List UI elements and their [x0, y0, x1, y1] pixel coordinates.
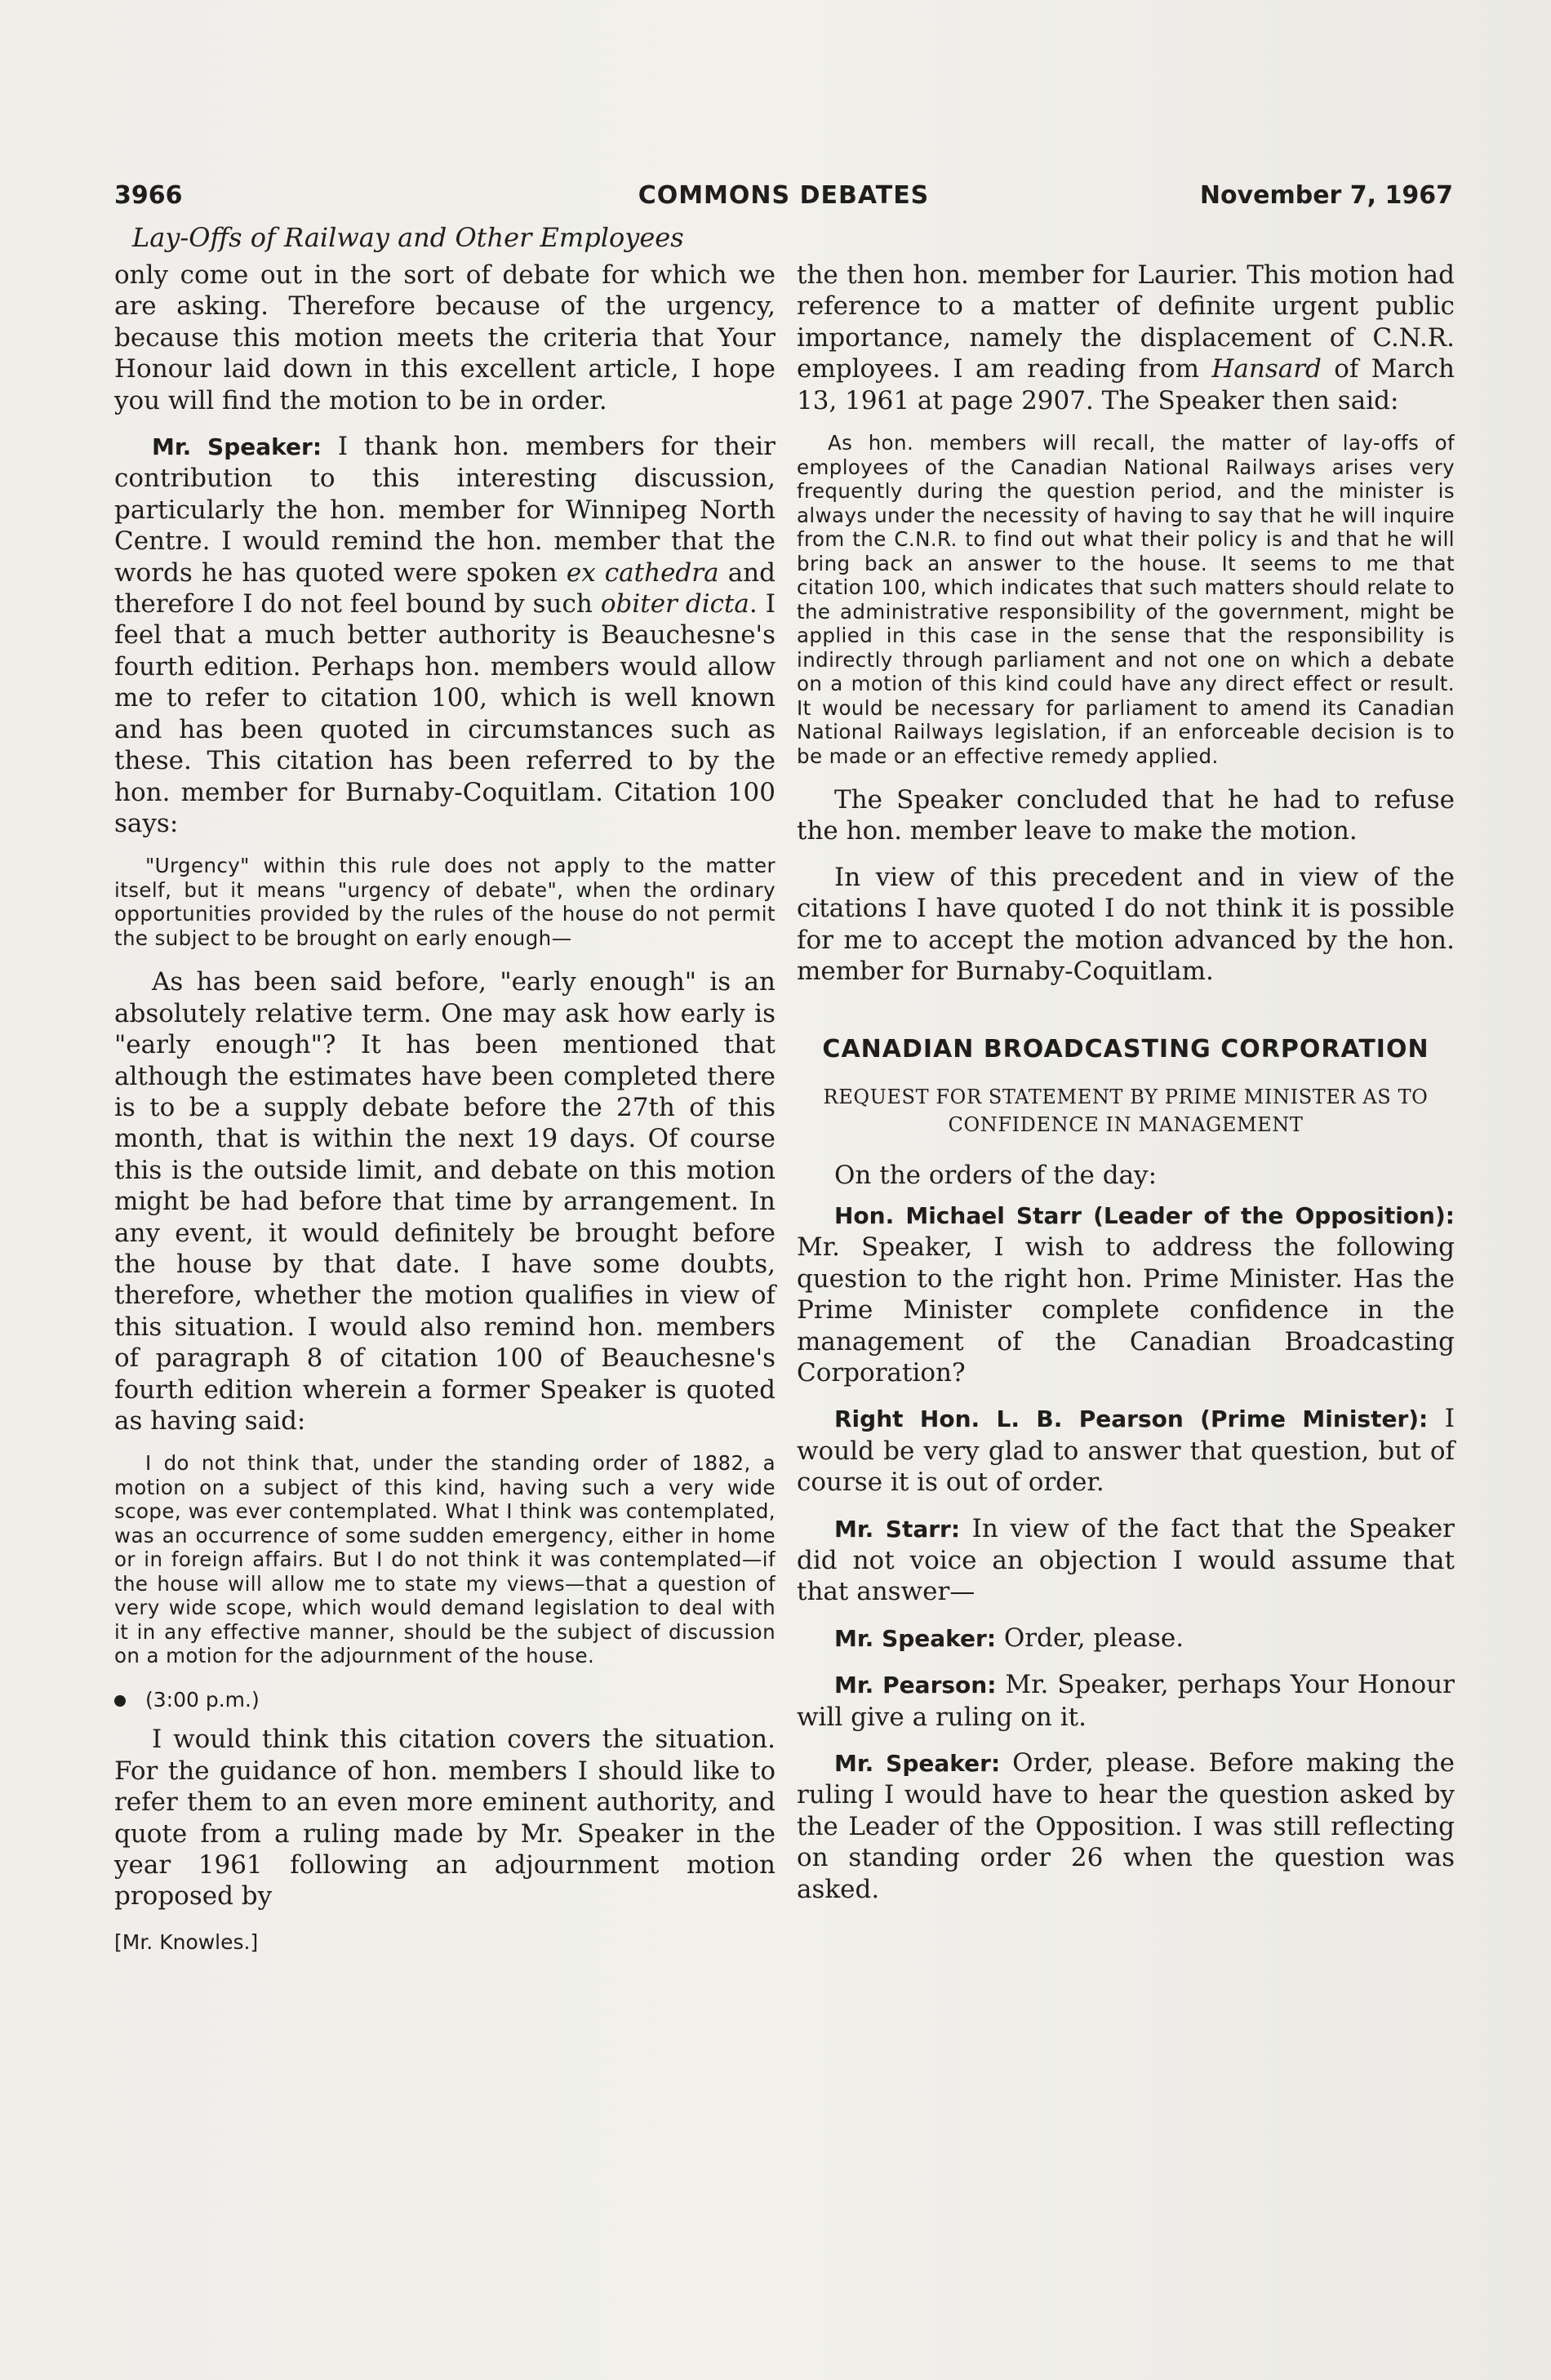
bullet-icon [114, 1695, 126, 1707]
left-column [114, 260, 776, 2161]
time-marker [114, 1685, 776, 1716]
paragraph [797, 1669, 1455, 1733]
right-column [797, 260, 1455, 2137]
paragraph: I would think this citation covers the situation. For the guidance of hon. members I should like to refer them to an even more eminent authority, and quote from a ruling made by Mr. Speaker in the year 1961 following an adjournment motion proposed by [114, 1725, 776, 1912]
section-heading: CANADIAN BROADCASTING CORPORATION [822, 1035, 1429, 1064]
paragraph [797, 1513, 1455, 1608]
paragraph [797, 1623, 1455, 1654]
page-header [114, 181, 1453, 222]
paragraph-text: I thank hon. members for their contribution to this interesting discussion, particularly the hon. member for Winnipeg North Centre. I would remind the hon. member that the words he has quoted were spoken [114, 432, 776, 588]
paragraph-text: Mr. Speaker, I wish to address the following question to the right hon. Prime Minister. Has the Prime Minister complete confidence in the management of the Canadian Broadcasting Corporation? [797, 1232, 1455, 1388]
speaker-name: Mr. Speaker: [834, 1624, 997, 1652]
paragraph [797, 1747, 1455, 1905]
speaker-name: Mr. Speaker: [152, 433, 322, 461]
paragraph-text: I would be very glad to answer that question, but of course it is out of order. [797, 1404, 1455, 1498]
speaker-name: Mr. Speaker: [834, 1749, 1001, 1777]
paragraph [797, 260, 1455, 416]
time-text: (3:00 p.m.) [145, 1687, 260, 1712]
paragraph [797, 1403, 1455, 1498]
section-subheading: REQUEST FOR STATEMENT BY PRIME MINISTER AS TO CONFIDENCE IN MANAGEMENT [823, 1086, 1429, 1137]
paragraph: The Speaker concluded that he had to refuse the hon. member leave to make the motion. [797, 785, 1455, 846]
speaker-name: Right Hon. L. B. Pearson (Prime Minister): [834, 1405, 1429, 1433]
italic-term: obiter dicta [600, 589, 749, 619]
paragraph [797, 1200, 1455, 1388]
paragraph-text: and therefore I do not feel bound by such [114, 557, 776, 619]
page-number: 3966 [114, 181, 183, 210]
paragraph-text: Order, please. [996, 1623, 1184, 1653]
italic-term: ex cathedra [566, 557, 719, 588]
paragraph-text: Mr. Speaker, perhaps Your Honour will give a ruling on it. [797, 1670, 1455, 1732]
paragraph-text: of March 13, 1961 at page 2907. The Speaker then said: [797, 354, 1455, 415]
paragraph-text: the then hon. member for Laurier. This motion had reference to a matter of definite urgent public importance, namely the displacement of C.N.R. employees. I am reading from [797, 260, 1455, 384]
paragraph [114, 431, 776, 839]
paragraph-text: In view of the fact that the Speaker did not voice an objection I would assume that that answer— [797, 1513, 1455, 1607]
block-quote: "Urgency" within this rule does not apply to the matter itself, but it means "urgency of debate", when the ordinary opportunities provided by the rules of the house do not permit the subject to be brought on early enough— [114, 854, 776, 950]
orders-of-day: On the orders of the day: [834, 1161, 1158, 1191]
speaker-name: Mr. Pearson: [834, 1672, 997, 1699]
block-quote: As hon. members will recall, the matter of lay-offs of employees of the Canadian National Railways arises very frequently during the question period, and the minister is always under the necessity of having to say that he will inquire from the C.N.R. to find out what their policy is and that he will bring back an answer to the house. It seems to me that citation 100, which indicates that such matters should relate to the administrative responsibility of the government, might be applied in this case in the sense that the responsibility is indirectly through parliament and not one on which a debate on a motion of this kind could have any direct effect or result. It would be necessary for parliament to amend its Canadian National Railways legislation, if an enforceable decision is to be made or an effective remedy applied. [797, 431, 1455, 768]
italic-term: Hansard [1211, 354, 1322, 384]
header-date: November 7, 1967 [1199, 181, 1453, 210]
running-title: COMMONS DEBATES [638, 181, 930, 210]
block-quote: I do not think that, under the standing order of 1882, a motion on a subject of this kind, having such a very wide scope, was ever contemplated. What I think was contemplated, was an occurrence of some sudden emergency, either in home or in foreign affairs. But I do not think it was contemplated—if the house will allow me to state my views—that a question of very wide scope, which would demand legislation to deal with it in any effective manner, should be the subject of discussion on a motion for the adjournment of the house. [114, 1451, 776, 1668]
speaker-footer: [Mr. Knowles.] [114, 1929, 259, 1954]
paragraph-text: . I feel that a much better authority is Beauchesne's fourth edition. Perhaps hon. members would allow me to refer to citation 100, which is well known and has been quoted in circumstances such as these. This citation has been referred to by the hon. member for Burnaby-Coquitlam. Citation 100 says: [114, 589, 776, 838]
speaker-name: Mr. Starr: [834, 1515, 961, 1543]
speaker-name: Hon. Michael Starr (Leader of the Opposition): [834, 1201, 1455, 1229]
paragraph-text: Order, please. Before making the ruling I would have to hear the question asked by the Leader of the Opposition. I was still reflecting on standing order 26 when the question was asked. [797, 1747, 1455, 1904]
paragraph: As has been said before, "early enough" is an absolutely relative term. One may ask how early is "early enough"? It has been mentioned that although the estimates have been completed there is to be a supply debate before the 27th of this month, that is within the next 19 days. Of course this is the outside limit, and debate on this motion might be had before that time by arrangement. In any event, it would definitely be brought before the house by that date. I have some doubts, therefore, whether the motion qualifies in view of this situation. I would also remind hon. members of paragraph 8 of citation 100 of Beauchesne's fourth edition wherein a former Speaker is quoted as having said: [114, 967, 776, 1436]
paragraph: In view of this precedent and in view of the citations I have quoted I do not think it is possible for me to accept the motion advanced by the hon. member for Burnaby-Coquitlam. [797, 862, 1455, 987]
subject-heading: Lay-Offs of Railway and Other Employees [132, 222, 684, 253]
paragraph: only come out in the sort of debate for which we are asking. Therefore because of the urgency, because this motion meets the criteria that Your Honour laid down in this excellent article, I hope you will find the motion to be in order. [114, 260, 776, 415]
